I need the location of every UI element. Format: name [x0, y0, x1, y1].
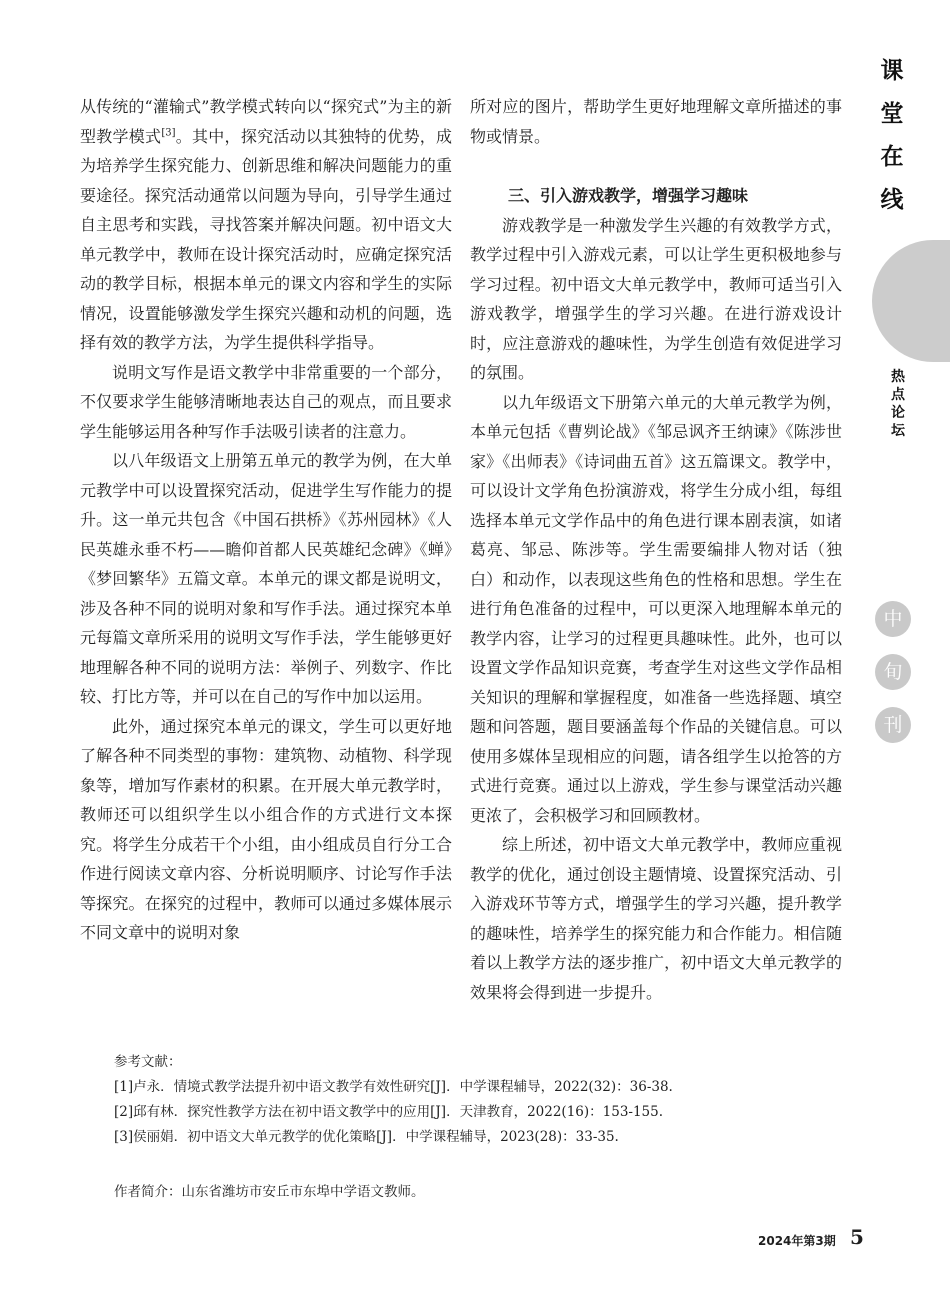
left-column [80, 92, 452, 948]
paragraph: 以八年级语文上册第五单元的教学为例，在大单元教学中可以设置探究活动，促进学生写作能力的提升。这一单元共包含《中国石拱桥》《苏州园林》《人民英雄永垂不朽——瞻仰首都人民英雄纪念碑》《蝉》《梦回繁华》五篇文章。本单元的课文都是说明文，涉及各种不同的说明对象和写作手法。通过探究本单元每篇文章所采用的说明文写作手法，学生能够更好地理解各种不同的说明方法：举例子、列数字、作比较、打比方等，并可以在自己的写作中加以运用。 [80, 451, 452, 706]
paragraph: 游戏教学是一种激发学生兴趣的有效教学方式，教学过程中引入游戏元素，可以让学生更积极地参与学习过程。初中语文大单元教学中，教师可适当引入游戏教学，增强学生的学习兴趣。在进行游戏设计时，应注意游戏的趣味性，为学生创造有效促进学习的氛围。 [470, 215, 842, 382]
section-title-char: 线 [880, 187, 904, 213]
reference-item: [3]侯丽娟．初中语文大单元教学的优化策略[J]．中学课程辅导，2023(28)：33-35. [114, 1129, 619, 1145]
paragraph: 综上所述，初中语文大单元教学中，教师应重视教学的优化，通过创设主题情境、设置探究活动、引入游戏环节等方式，增强学生的学习兴趣，提升教学的趣味性，培养学生的探究能力和合作能力。相信随着以上教学方法的逐步推广，初中语文大单元教学的效果将会得到进一步提升。 [470, 835, 842, 1002]
author-note: 作者简介：山东省潍坊市安丘市东埠中学语文教师。 [114, 1184, 425, 1200]
journal-badge-kan: 刊 [875, 707, 911, 743]
section-title-char: 堂 [880, 101, 904, 127]
references [114, 1050, 874, 1150]
column-subtitle-vertical [885, 368, 911, 440]
paragraph: 以九年级语文下册第六单元的大单元教学为例，本单元包括《曹刿论战》《邹忌讽齐王纳谏》《陈涉世家》《出师表》《诗词曲五首》这五篇课文。教学中，可以设计文学角色扮演游戏，将学生分成小组，每组选择本单元文学作品中的角色进行课本剧表演，如诸葛亮、邹忌、陈涉等。学生需要编排人物对话（独白）和动作，以表现这些角色的性格和思想。学生在进行角色准备的过程中，可以更深入地理解本单元的教学内容，让学习的过程更具趣味性。此外，也可以设置文学作品知识竞赛，考查学生对这些文学作品相关知识的理解和掌握程度，如准备一些选择题、填空题和问答题，题目要涵盖每个作品的关键信息。可以使用多媒体呈现相应的问题，请各组学生以抢答的方式进行竞赛。通过以上游戏，学生参与课堂活动兴趣更浓了，会积极学习和回顾教材。 [470, 392, 842, 825]
paragraph-text: 。其中，探究活动以其独特的优势，成为培养学生探究能力、创新思维和解决问题能力的重要途径。探究活动通常以问题为导向，引导学生通过自主思考和实践，寻找答案并解决问题。初中语文大单元教学中，教师在设计探究活动时，应确定探究活动的教学目标，根据本单元的课文内容和学生的实际情况，设置能够激发学生探究兴趣和动机的问题，选择有效的教学方法，为学生提供科学指导。 [80, 126, 452, 352]
section-title-char: 在 [880, 144, 904, 170]
decorative-grey-circle [872, 240, 950, 362]
reference-item: [2]邱有林．探究性教学方法在初中语文教学中的应用[J]．天津教育，2022(16)：153-155. [114, 1104, 664, 1120]
reference-item: [1]卢永．情境式教学法提升初中语文教学有效性研究[J]．中学课程辅导，2022(32)：36-38. [114, 1079, 673, 1095]
page-number: 5 [850, 1225, 864, 1249]
paragraph: 说明文写作是语文教学中非常重要的一个部分，不仅要求学生能够清晰地表达自己的观点，而且要求学生能够运用各种写作手法吸引读者的注意力。 [80, 362, 452, 441]
section-title-vertical [877, 50, 907, 222]
references-heading: 参考文献： [114, 1054, 182, 1070]
paragraph: 此外，通过探究本单元的课文，学生可以更好地了解各种不同类型的事物：建筑物、动植物、科学现象等，增加写作素材的积累。在开展大单元教学时，教师还可以组织学生以小组合作的方式进行文本探究。将学生分成若干个小组，由小组成员自行分工合作进行阅读文章内容、分析说明顺序、讨论写作手法等探究。在探究的过程中，教师可以通过多媒体展示不同文章中的说明对象 [80, 716, 452, 942]
citation-mark: [3] [161, 127, 176, 139]
page-footer [758, 1225, 868, 1253]
section-heading: 三、引入游戏教学，增强学习趣味 [508, 186, 749, 205]
paragraph: 所对应的图片，帮助学生更好地理解文章所描述的事物或情景。 [470, 97, 842, 146]
column-subtitle-char: 点 [891, 387, 905, 403]
issue-label: 2024年第3期 [758, 1234, 836, 1248]
column-subtitle-char: 热 [891, 369, 905, 385]
right-column [470, 92, 842, 1007]
paragraph-text: 从传统的“灌输式”教学模式转向以“探究式”为主的新型教学模式 [80, 97, 452, 146]
paragraph [80, 92, 452, 358]
journal-badge-xun: 旬 [875, 654, 911, 690]
column-subtitle-char: 坛 [891, 423, 905, 439]
column-subtitle-char: 论 [891, 405, 905, 421]
journal-badge-zhong: 中 [875, 601, 911, 637]
section-title-char: 课 [880, 58, 904, 84]
